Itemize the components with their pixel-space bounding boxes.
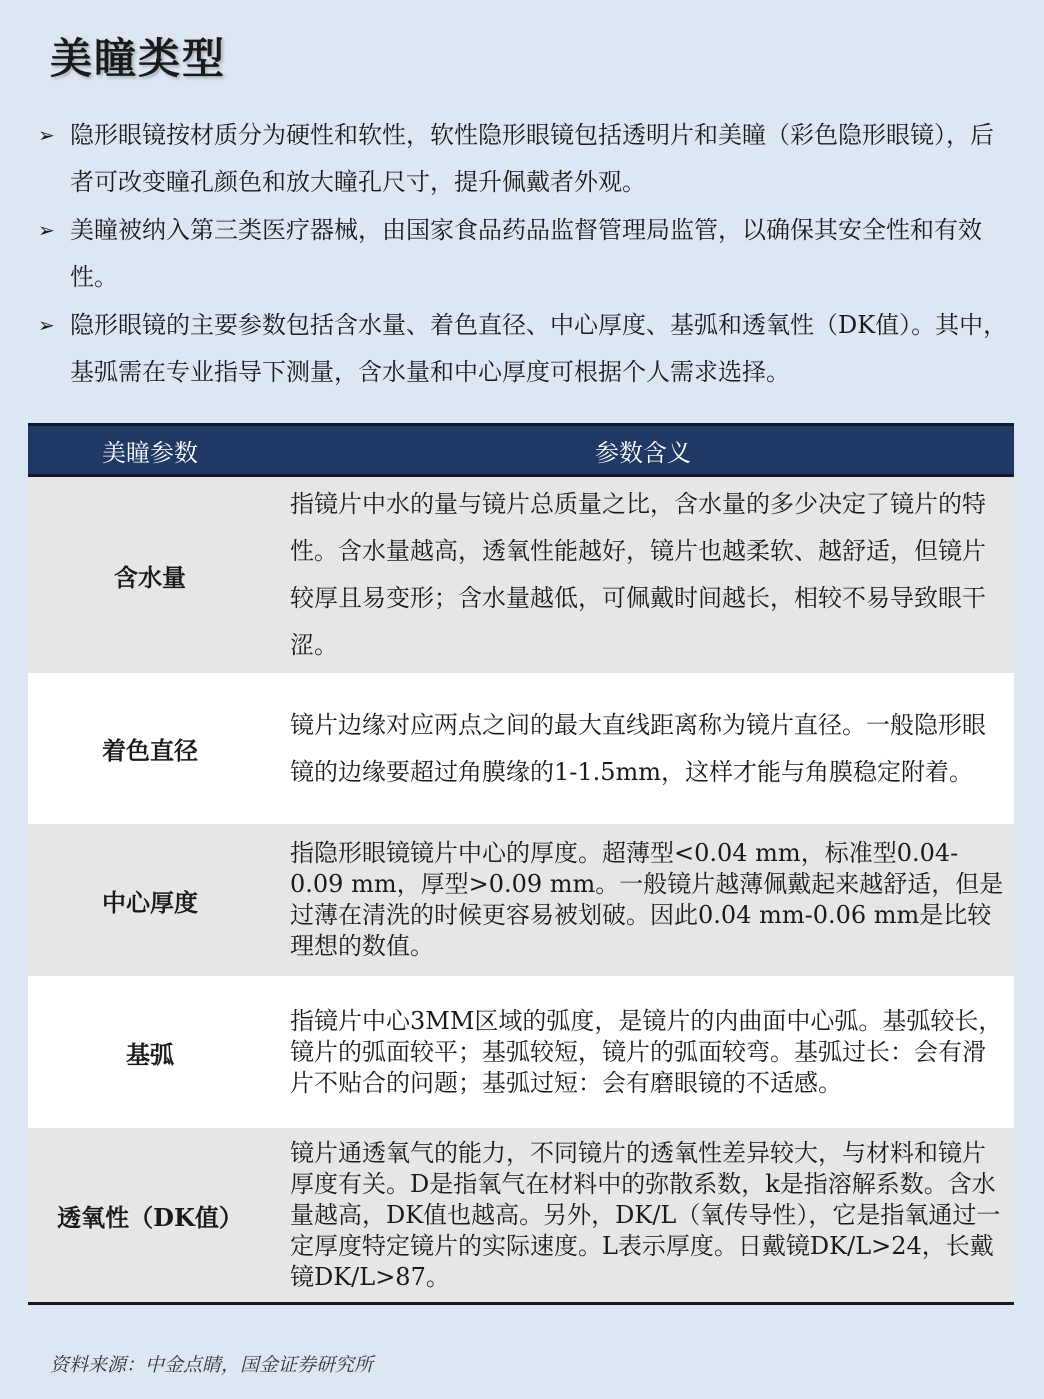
table-row xyxy=(28,1128,1014,1302)
param-name: 基弧 xyxy=(126,1039,174,1069)
param-desc: 镜片通透氧气的能力，不同镜片的透氧性差异较大，与材料和镜片厚度有关。D是指氧气在材料中的弥散系数，k是指溶解系数。含水量越高，DK值也越高。另外，DK/L（氧传导性），它是指氧通过一定厚度特定镜片的实际速度。L表示厚度。日戴镜DK/L>24，长戴镜DK/L>87。 xyxy=(290,1138,1001,1291)
bullet-item xyxy=(38,112,1013,206)
table-row xyxy=(28,477,1014,673)
page-title: 美瞳类型 xyxy=(50,34,227,83)
bullet-item xyxy=(38,207,1013,301)
bullet-text: 隐形眼镜按材质分为硬性和软性，软性隐形眼镜包括透明片和美瞳（彩色隐形眼镜），后者可改变瞳孔颜色和放大瞳孔尺寸，提升佩戴者外观。 xyxy=(70,121,994,196)
bullet-text: 隐形眼镜的主要参数包括含水量、着色直径、中心厚度、基弧和透氧性（DK值）。其中，基弧需在专业指导下测量，含水量和中心厚度可根据个人需求选择。 xyxy=(70,311,1008,386)
param-desc: 指隐形眼镜镜片中心的厚度。超薄型<0.04 mm，标准型0.04-0.09 mm，厚型>0.09 mm。一般镜片越薄佩戴起来越舒适，但是过薄在清洗的时候更容易被划破。因此0.04 mm-0.06 mm是比较理想的数值。 xyxy=(290,839,1004,960)
table-header xyxy=(28,423,1014,477)
bullet-text: 美瞳被纳入第三类医疗器械，由国家食品药品监督管理局监管，以确保其安全性和有效性。 xyxy=(70,216,982,291)
param-name: 透氧性（DK值） xyxy=(57,1202,243,1232)
bullet-list xyxy=(38,112,1013,397)
header-meaning: 参数含义 xyxy=(595,438,691,467)
param-desc: 指镜片中心3MM区域的弧度，是镜片的内曲面中心弧。基弧较长，镜片的弧面较平；基弧较短，镜片的弧面较弯。基弧过长：会有滑片不贴合的问题；基弧过短：会有磨眼镜的不适感。 xyxy=(290,1006,1003,1097)
arrow-bullet-icon: ➢ xyxy=(38,218,55,242)
source-note: 资料来源：中金点睛，国金证券研究所 xyxy=(50,1354,374,1376)
arrow-bullet-icon: ➢ xyxy=(38,123,55,147)
bullet-item xyxy=(38,302,1013,396)
params-table xyxy=(28,423,1014,1305)
arrow-bullet-icon: ➢ xyxy=(38,313,55,337)
param-desc: 指镜片中水的量与镜片总质量之比，含水量的多少决定了镜片的特性。含水量越高，透氧性能越好，镜片也越柔软、越舒适，但镜片较厚且易变形；含水量越低，可佩戴时间越长，相较不易导致眼干涩。 xyxy=(290,490,986,659)
table-bottom-rule xyxy=(28,1302,1014,1305)
table-row xyxy=(28,673,1014,824)
param-name: 着色直径 xyxy=(102,736,198,765)
table-row xyxy=(28,824,1014,976)
param-name: 含水量 xyxy=(114,562,186,592)
param-desc: 镜片边缘对应两点之间的最大直线距离称为镜片直径。一般隐形眼镜的边缘要超过角膜缘的1-1.5mm，这样才能与角膜稳定附着。 xyxy=(290,710,986,786)
table-row xyxy=(28,976,1014,1128)
header-param: 美瞳参数 xyxy=(102,438,198,467)
param-name: 中心厚度 xyxy=(102,887,198,917)
